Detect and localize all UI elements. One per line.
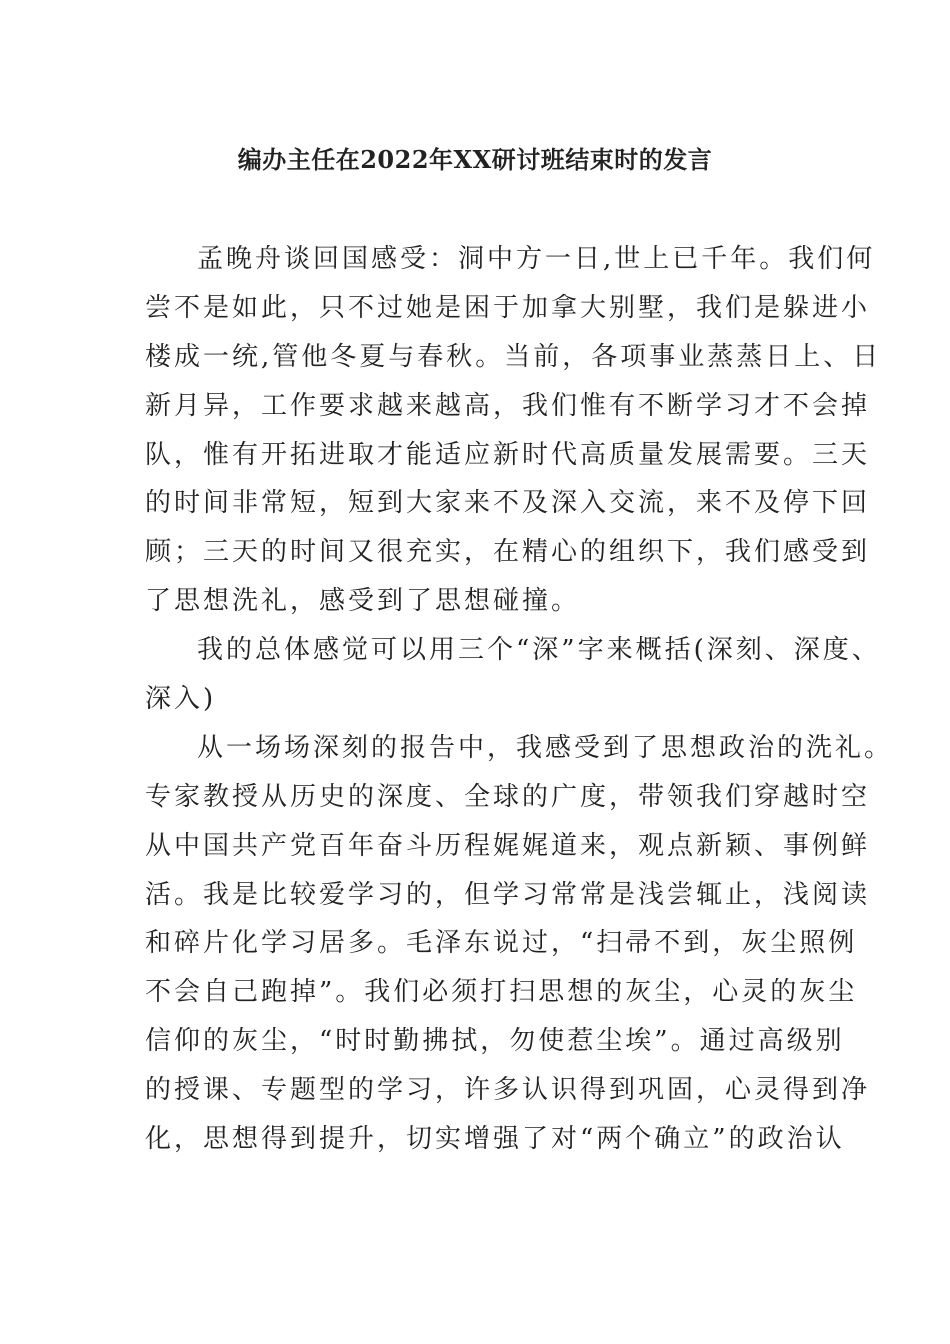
document-body [145,235,894,1164]
paragraph-line: 顾；三天的时间又很充实，在精心的组织下，我们感受到 [145,537,871,568]
paragraph-line: 了思想洗礼，感受到了思想碰撞。 [145,586,581,617]
paragraph-line: 从中国共产党百年奋斗历程娓娓道来，观点新颖、事例鲜 [145,830,871,861]
paragraph-line: 不会自己跑掉”。我们必须打扫思想的灰尘，心灵的灰尘 [145,977,858,1008]
paragraph-line: 新月异，工作要求越来越高，我们惟有不断学习才不会掉 [145,390,871,421]
paragraph-line: 我的总体感觉可以用三个“深”字来概括(深刻、深度、 [197,635,881,666]
paragraph-line: 的授课、专题型的学习，许多认识得到巩固，心灵得到净 [145,1075,871,1106]
paragraph-line: 专家教授从历史的深度、全球的广度，带领我们穿越时空 [145,781,871,812]
paragraph-line: 信仰的灰尘，“时时勤拂拭，勿使惹尘埃”。通过高级别 [145,1026,845,1057]
paragraph-line: 楼成一统,管他冬夏与春秋。当前，各项事业蒸蒸日上、日 [145,341,882,372]
paragraph-line: 化，思想得到提升，切实增强了对“两个确立”的政治认 [145,1124,845,1155]
paragraph-line: 的时间非常短，短到大家来不及深入交流，来不及停下回 [145,488,871,519]
paragraph-line: 活。我是比较爱学习的，但学习常常是浅尝辄止，浅阅读 [145,879,871,910]
paragraph-line: 队，惟有开拓进取才能适应新时代高质量发展需要。三天 [145,439,871,470]
paragraph-line: 尝不是如此，只不过她是困于加拿大别墅，我们是躲进小 [145,292,871,323]
paragraph-line: 从一场场深刻的报告中，我感受到了思想政治的洗礼。 [197,732,894,763]
paragraph-line: 和碎片化学习居多。毛泽东说过，“扫帚不到，灰尘照例 [145,928,858,959]
paragraph-line: 深入) [145,684,217,715]
paragraph-line: 孟晚舟谈回国感受：洞中方一日,世上已千年。我们何 [197,244,876,274]
document-title: 编办主任在2022年XX研讨班结束时的发言 [237,145,713,174]
